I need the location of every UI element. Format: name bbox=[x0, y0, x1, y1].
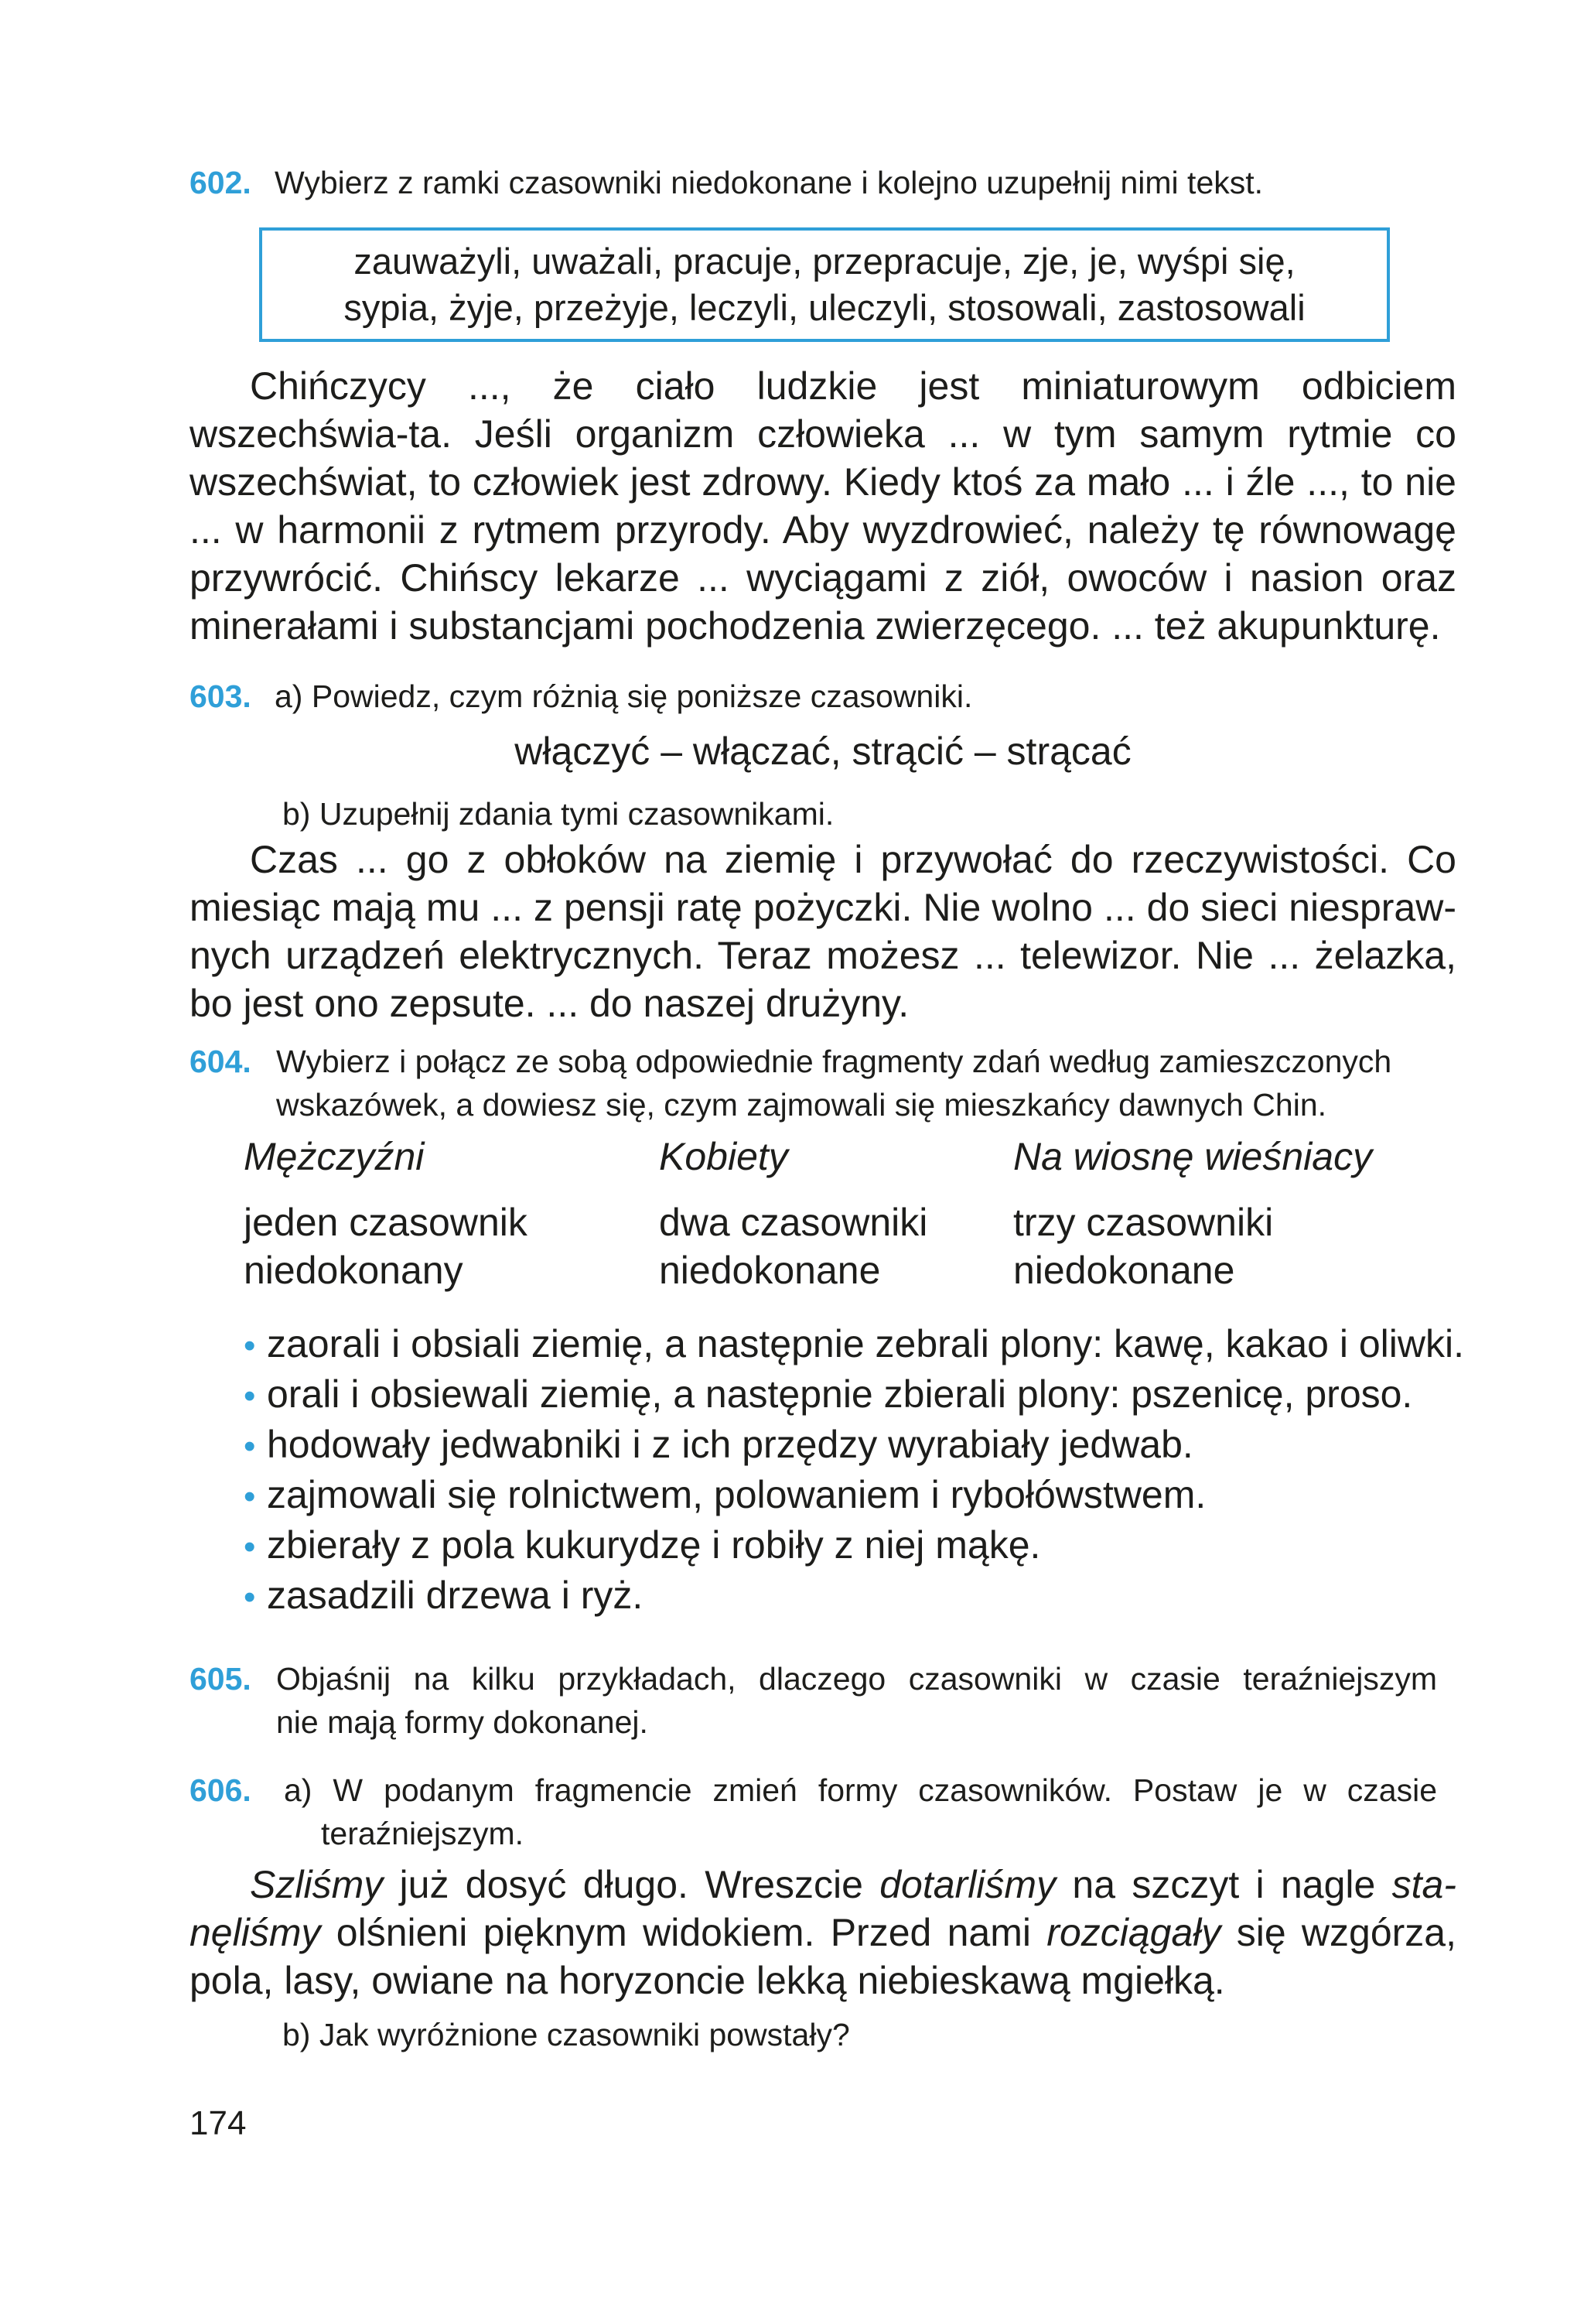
instruction-line-1: Wybierz i połącz ze sobą odpowiednie fragmenty zdań według zamieszczonych bbox=[276, 1044, 1392, 1079]
column-header: Na wiosnę wieśniacy bbox=[1013, 1135, 1373, 1178]
column-header: Mężczyźni bbox=[244, 1135, 425, 1178]
paragraph-text: olśnieni pięknym widokiem. Przed nami bbox=[320, 1911, 1047, 1954]
column-women bbox=[659, 1133, 927, 1294]
exercise-604-header bbox=[189, 1040, 1437, 1126]
part-a-line-2: teraźniejszym. bbox=[321, 1816, 524, 1851]
exercise-number: 606. bbox=[189, 1772, 251, 1808]
column-line-1: trzy czasowniki bbox=[1013, 1201, 1274, 1244]
column-peasants bbox=[1013, 1133, 1372, 1294]
page-number: 174 bbox=[189, 2104, 247, 2142]
highlighted-verb: Szliśmy bbox=[250, 1863, 384, 1906]
paragraph-text: się wzgórza, pola, lasy, owiane na horyzoncie lekką niebieskawą mgiełką. bbox=[189, 1911, 1456, 2002]
highlighted-verb: rozciągały bbox=[1046, 1911, 1221, 1954]
highlighted-verb: dotarliśmy bbox=[879, 1863, 1057, 1906]
fragment-text: orali i obsiewali ziemię, a następnie zbierali plony: pszenicę, proso. bbox=[267, 1372, 1413, 1416]
column-line-2: niedokonane bbox=[659, 1249, 881, 1292]
exercise-606-part-b: b) Jak wyróżnione czasowniki powstały? bbox=[282, 2017, 850, 2052]
verb-word-box bbox=[259, 227, 1390, 342]
bullet-icon: • bbox=[244, 1578, 256, 1616]
instruction-line-2: wskazówek, a dowiesz się, czym zajmowali się mieszkańcy dawnych Chin. bbox=[276, 1087, 1327, 1123]
list-item bbox=[244, 1521, 1473, 1571]
exercise-603-paragraph bbox=[189, 836, 1456, 1027]
bullet-icon: • bbox=[244, 1478, 256, 1516]
word-box-line-1: zauważyli, uważali, pracuje, przepracuje, zje, je, wyśpi się, bbox=[353, 241, 1296, 282]
column-header: Kobiety bbox=[659, 1135, 788, 1178]
sentence-fragments-list bbox=[244, 1320, 1473, 1622]
exercise-602-header bbox=[189, 161, 1437, 204]
list-item bbox=[244, 1320, 1473, 1370]
instruction-line-2: nie mają formy dokonanej. bbox=[276, 1704, 648, 1740]
exercise-instruction bbox=[276, 1657, 1437, 1744]
exercise-number: 603. bbox=[189, 678, 251, 714]
bullet-icon: • bbox=[244, 1427, 256, 1465]
word-box-line-2: sypia, żyje, przeżyje, leczyli, uleczyli, stosowali, zastosowali bbox=[343, 287, 1306, 328]
fragment-text: zajmowali się rolnictwem, polowaniem i rybołówstwem. bbox=[267, 1473, 1207, 1516]
column-line-1: dwa czasowniki bbox=[659, 1201, 928, 1244]
list-item bbox=[244, 1571, 1473, 1622]
exercise-602-paragraph bbox=[189, 362, 1456, 650]
exercise-part-a bbox=[284, 1769, 1437, 1855]
instruction-line-1: Objaśnij na kilku przykładach, dlaczego czasowniki w czasie teraźniejszym bbox=[276, 1661, 1437, 1697]
column-men bbox=[244, 1133, 527, 1294]
fragment-text: hodowały jedwabniki i z ich przędzy wyrabiały jedwab. bbox=[267, 1423, 1193, 1466]
exercise-part-a: a) Powiedz, czym różnią się poniższe czasowniki. bbox=[275, 678, 973, 714]
fragment-text: zbierały z pola kukurydzę i robiły z niej mąkę. bbox=[267, 1523, 1041, 1567]
highlighted-verb: sta-nęliśmy bbox=[189, 1863, 1456, 1954]
list-item bbox=[244, 1420, 1473, 1471]
list-item bbox=[244, 1370, 1473, 1420]
paragraph-text: Chińczycy ..., że ciało ludzkie jest miniaturowym odbiciem wszechświa-ta. Jeśli organizm człowieka ... w tym samym rytmie co wszechświat, to człowiek jest zdrowy. Kiedy ktoś za mało ... i źle ..., to nie ... w harmonii z rytmem przyrody. Aby wyzdrowieć, należy tę równowagę przywrócić. Chińscy lekarze ... wyciągami z ziół, owoców i nasion oraz minerałami i substancjami pochodzenia zwierzęcego. ... też akupunkturę. bbox=[189, 364, 1456, 648]
exercise-number: 602. bbox=[189, 165, 251, 200]
paragraph-text: Czas ... go z obłoków na ziemię i przywołać do rzeczywistości. Co miesiąc mają mu ... z pensji ratę pożyczki. Nie wolno ... do sieci niespraw-nych urządzeń elektrycznych. Teraz możesz ... telewizor. Nie ... żelazka, bo jest ono zepsute. ... do naszej drużyny. bbox=[189, 838, 1456, 1025]
exercise-603-header bbox=[189, 675, 1437, 718]
fragment-text: zaorali i obsiali ziemię, a następnie zebrali plony: kawę, kakao i oliwki. bbox=[267, 1322, 1464, 1365]
bullet-icon: • bbox=[244, 1528, 256, 1566]
bullet-icon: • bbox=[244, 1327, 256, 1365]
exercise-606-paragraph bbox=[189, 1861, 1456, 2004]
column-line-2: niedokonany bbox=[244, 1249, 463, 1292]
list-item bbox=[244, 1471, 1473, 1521]
verb-pairs: włączyć – włączać, strącić – strącać bbox=[514, 730, 1132, 773]
exercise-number: 604. bbox=[189, 1044, 251, 1079]
bullet-icon: • bbox=[244, 1377, 256, 1415]
exercise-605-header bbox=[189, 1657, 1437, 1744]
part-a-line-1: a) W podanym fragmencie zmień formy czasowników. Postaw je w czasie bbox=[284, 1772, 1437, 1808]
exercise-instruction: Wybierz z ramki czasowniki niedokonane i kolejno uzupełnij nimi tekst. bbox=[275, 165, 1264, 200]
column-line-1: jeden czasownik bbox=[244, 1201, 527, 1244]
paragraph-text: na szczyt i nagle bbox=[1056, 1863, 1392, 1906]
exercise-606-header bbox=[189, 1769, 1437, 1855]
paragraph-text: już dosyć długo. Wreszcie bbox=[383, 1863, 880, 1906]
exercise-instruction bbox=[276, 1040, 1437, 1126]
fragment-text: zasadzili drzewa i ryż. bbox=[267, 1574, 644, 1617]
exercise-603-part-b: b) Uzupełnij zdania tymi czasownikami. bbox=[282, 796, 835, 832]
exercise-number: 605. bbox=[189, 1661, 251, 1697]
column-line-2: niedokonane bbox=[1013, 1249, 1235, 1292]
